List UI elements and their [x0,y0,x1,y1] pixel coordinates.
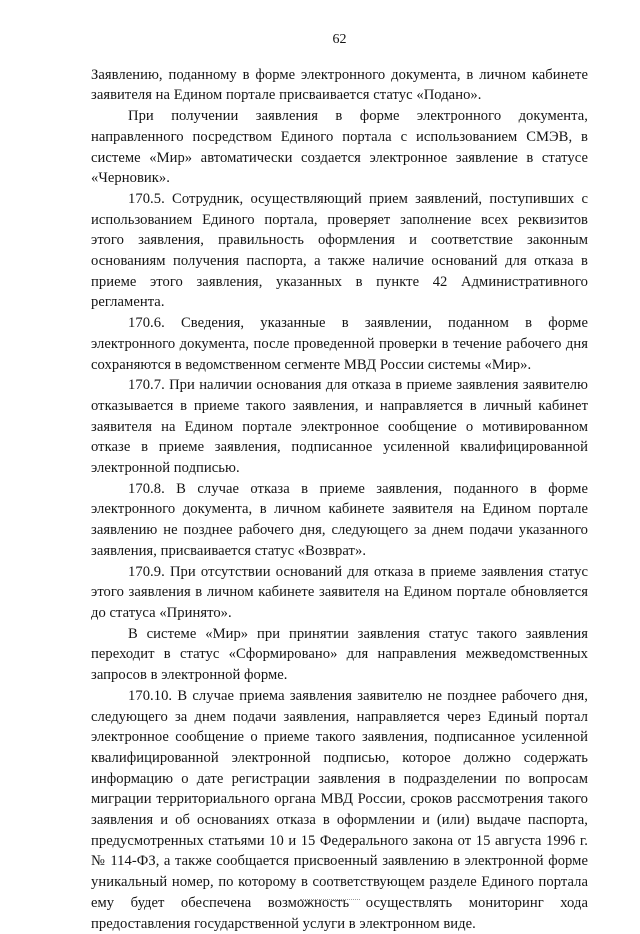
paragraph-mir-system-status: В системе «Мир» при принятии заявления статус такого заявления переходит в статус «Сформировано» для направления межведомственных запросов в электронной форме. [91,625,588,684]
paragraph-170-7: 170.7. При наличии основания для отказа в приеме заявления заявителю отказывается в приеме такого заявления, и направляется в личный кабинет заявителя на Едином портале электронное сообщение о мотивированном отказе в приеме заявления, подписанное усиленной квалифицированной электронной подписью. [91,377,588,477]
paragraph-170-9: 170.9. При отсутствии оснований для отказа в приеме заявления статус этого заявления в личном кабинете заявителя на Едином портале обновляется до статуса «Принято». [91,563,588,621]
paragraph-draft-status: При получении заявления в форме электронного документа, направленного посредством Единого портала с использованием СМЭВ, в системе «Мир» автоматически создается электронное заявление в статусе «Черновик». [91,108,588,187]
paragraph-170-6: 170.6. Сведения, указанные в заявлении, поданном в форме электронного документа, после проведенной проверки в течение рабочего дня сохраняются в ведомственном сегменте МВД России системы «Мир». [91,315,588,373]
paragraph-170-8: 170.8. В случае отказа в приеме заявления, поданного в форме электронного документа, в личном кабинете заявителя на Едином портале заявлению не позднее рабочего дня, следующего за днем подачи указанного заявления, присваивается статус «Возврат». [91,480,588,559]
paragraph-170-5: 170.5. Сотрудник, осуществляющий прием заявлений, поступивших с использованием Единого портала, проверяет заполнение всех реквизитов этого заявления, правильность оформления и соответствие законным основаниям получения паспорта, а также наличие оснований для отказа в приеме этого заявления, указанных в пункте 42 Административного регламента. [91,190,588,311]
paragraph-170-10: 170.10. В случае приема заявления заявителю не позднее рабочего дня, следующего за днем подачи заявления, направляется через Единый портал электронное сообщение о приеме такого заявления, подписанное усиленной квалифицированной электронной подписью, которое должно содержать информацию о дате регистрации заявления в подразделении по вопросам миграции территориального органа МВД России, сроков рассмотрения такого заявления и об основаниях отказа в оформлении и (или) выдаче паспорта, предусмотренных статьями 10 и 15 Федерального закона от 15 августа 1996 г. № 114-ФЗ, а также сообщается присвоенный заявлению в электронной форме уникальный номер, по которому в соответствующем разделе Единого портала ему будет обеспечена возможность осуществлять мониторинг хода предоставления государственной услуги в электронном виде. [91,687,588,932]
page-number: 62 [332,32,347,47]
paragraph-status-submitted: Заявлению, поданному в форме электронного документа, в личном кабинете заявителя на Едином портале присваивается статус «Подано». [91,66,588,104]
scan-edge-mark [300,899,360,901]
